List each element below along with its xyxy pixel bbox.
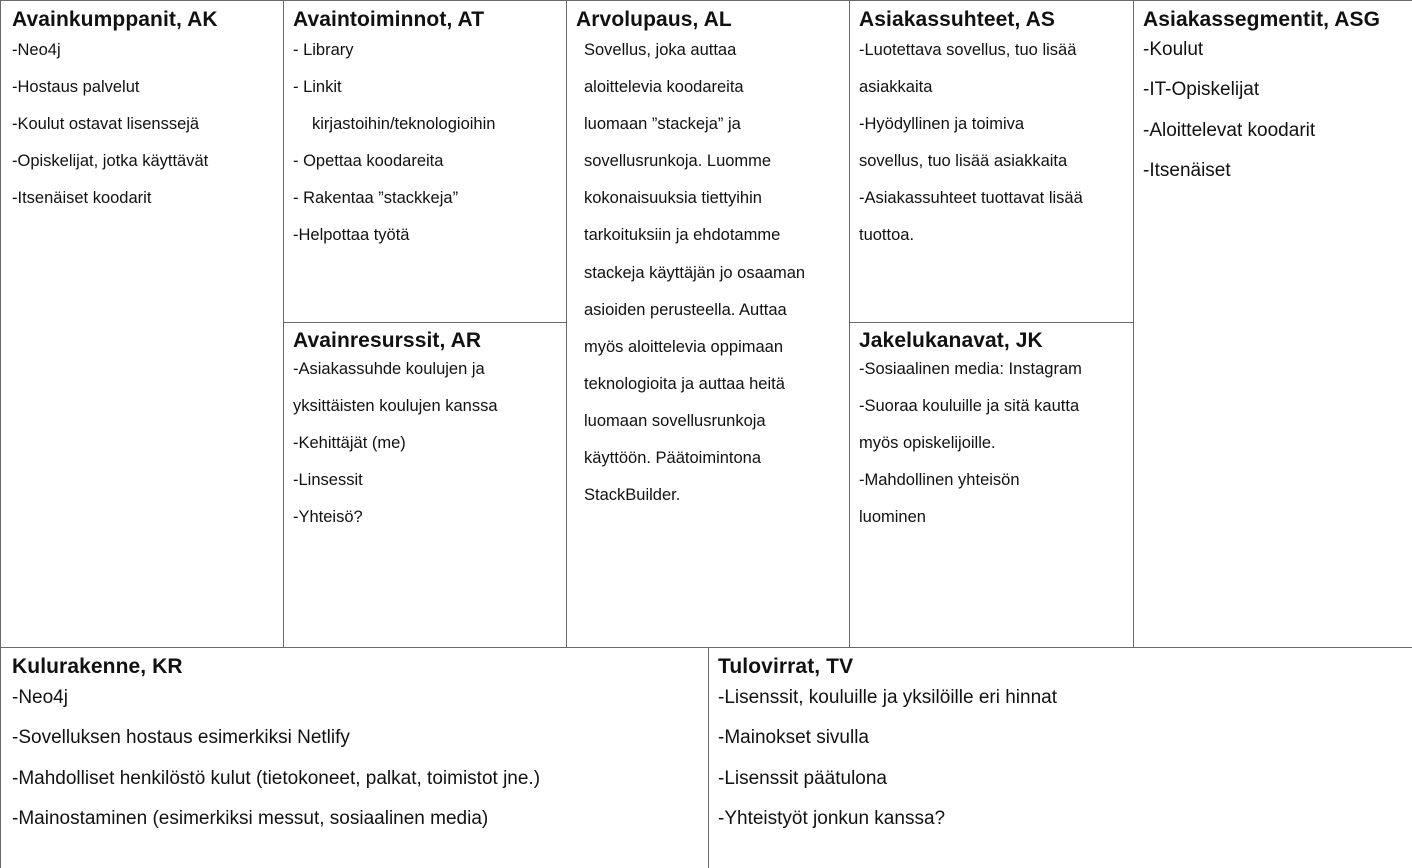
list-item: -Sovelluksen hostaus esimerkiksi Netlify (12, 727, 350, 749)
key-activities-block (284, 0, 567, 323)
list-item: -Hyödyllinen ja toimiva (859, 115, 1025, 133)
list-item: -IT-Opiskelijat (1143, 79, 1260, 101)
list-item: -Kehittäjät (me) (293, 434, 406, 452)
list-item: -Koulut (1143, 39, 1204, 60)
revenue-streams-list (718, 678, 1412, 839)
text-line: aloittelevia koodareita (584, 78, 744, 97)
list-item: -Neo4j (12, 41, 61, 59)
value-proposition-text (576, 32, 849, 514)
customer-relationships-title: Asiakassuhteet, AS (859, 8, 1055, 31)
list-item: -Neo4j (12, 687, 68, 708)
text-line: asioiden perusteella. Auttaa (584, 300, 787, 319)
list-item: -Itsenäiset (1143, 159, 1231, 181)
list-item: myös opiskelijoille. (859, 434, 996, 452)
value-proposition-title: Arvolupaus, AL (576, 8, 732, 31)
key-resources-list (293, 351, 566, 536)
list-item: sovellus, tuo lisää asiakkaita (859, 152, 1068, 170)
text-line: käyttöön. Päätoimintona (584, 449, 762, 468)
list-item: -Hostaus palvelut (12, 78, 140, 96)
list-item: -Helpottaa työtä (293, 226, 410, 244)
list-item: -Linsessit (293, 471, 363, 489)
customer-segments-list (1143, 30, 1412, 191)
cost-structure-list (12, 678, 708, 839)
list-item: -Luotettava sovellus, tuo lisää (859, 41, 1077, 59)
revenue-streams-block (709, 648, 1412, 868)
text-line: teknologioita ja auttaa heitä (584, 374, 785, 393)
list-item: -Mahdolliset henkilöstö kulut (tietokoneet, palkat, toimistot jne.) (12, 767, 541, 789)
key-resources-title: Avainresurssit, AR (293, 329, 482, 352)
customer-segments-block (1134, 0, 1412, 648)
key-partners-list (12, 32, 283, 217)
channels-title: Jakelukanavat, JK (859, 329, 1043, 352)
list-item: -Mainokset sivulla (718, 727, 869, 749)
list-item: -Lisenssit päätulona (718, 767, 887, 789)
list-item: -Yhteisö? (293, 508, 363, 526)
revenue-streams-title: Tulovirrat, TV (718, 655, 854, 678)
list-item: -Yhteistyöt jonkun kanssa? (718, 807, 946, 829)
list-item: - Linkit (293, 78, 342, 96)
value-proposition-block (567, 0, 850, 648)
cost-structure-block (0, 648, 709, 868)
key-resources-block (284, 323, 567, 648)
list-item: - Opettaa koodareita (293, 152, 444, 170)
text-line: luomaan ”stackeja” ja (584, 115, 741, 134)
list-item: - Rakentaa ”stackkeja” (293, 189, 459, 207)
customer-segments-title: Asiakassegmentit, ASG (1143, 8, 1381, 31)
list-item: -Koulut ostavat lisenssejä (12, 115, 200, 133)
text-line: sovellusrunkoja. Luomme (584, 152, 772, 171)
channels-block (850, 323, 1134, 648)
text-line: myös aloittelevia oppimaan (584, 337, 784, 356)
customer-relationships-block (850, 0, 1134, 323)
list-item: asiakkaita (859, 78, 933, 96)
list-item: -Mainostaminen (esimerkiksi messut, sosiaalinen media) (12, 807, 489, 829)
text-line: luomaan sovellusrunkoja (584, 411, 766, 430)
list-item: -Itsenäiset koodarit (12, 189, 152, 207)
text-line: stackeja käyttäjän jo osaaman (584, 263, 806, 282)
key-activities-title: Avaintoiminnot, AT (293, 8, 485, 31)
list-item: -Lisenssit, kouluille ja yksilöille eri hinnat (718, 687, 1057, 708)
list-item: luominen (859, 508, 926, 526)
list-item: -Suoraa kouluille ja sitä kautta (859, 397, 1080, 415)
text-line: kokonaisuuksia tiettyihin (584, 189, 762, 208)
list-item: yksittäisten koulujen kanssa (293, 397, 498, 415)
list-item: -Sosiaalinen media: Instagram (859, 360, 1082, 378)
key-activities-list (293, 32, 566, 254)
key-partners-block (0, 0, 284, 648)
text-line: StackBuilder. (584, 486, 681, 505)
key-partners-title: Avainkumppanit, AK (12, 8, 218, 31)
list-item: -Asiakassuhde koulujen ja (293, 360, 485, 378)
list-item: -Aloittelevat koodarit (1143, 119, 1316, 141)
text-line: tarkoituksiin ja ehdotamme (584, 226, 781, 245)
cost-structure-title: Kulurakenne, KR (12, 655, 183, 678)
list-item: -Asiakassuhteet tuottavat lisää (859, 189, 1083, 207)
list-item: -Mahdollinen yhteisön (859, 471, 1020, 489)
customer-relationships-list (859, 32, 1133, 254)
list-item: kirjastoihin/teknologioihin (312, 115, 496, 133)
text-line: Sovellus, joka auttaa (584, 41, 737, 59)
channels-list (859, 351, 1133, 536)
list-item: - Library (293, 41, 354, 59)
list-item: -Opiskelijat, jotka käyttävät (12, 152, 209, 170)
list-item: tuottoa. (859, 226, 915, 244)
